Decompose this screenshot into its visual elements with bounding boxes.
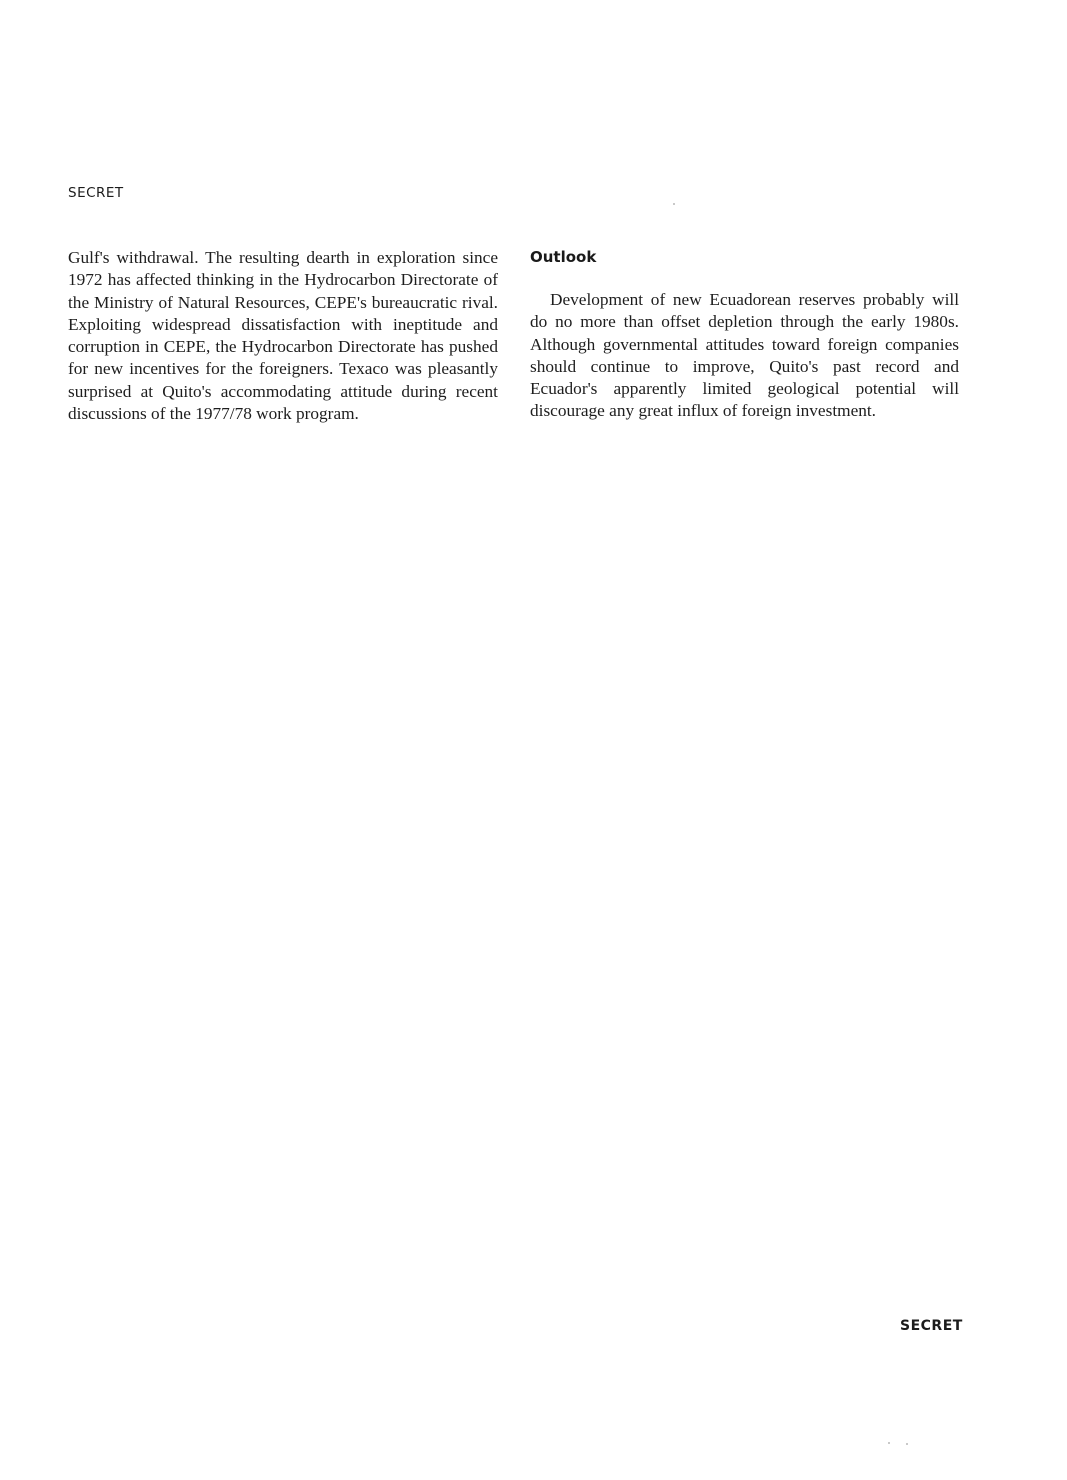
scan-speck — [673, 203, 675, 205]
body-paragraph-outlook: Development of new Ecuadorean reserves probably will do no more than offset depletion through the early 1980s. Although governmental attitudes toward foreign companies should continue to improve, Quito's past record and Ecuador's apparently limited geological potential will discourage any great influx of foreign investment. — [530, 290, 959, 421]
body-paragraph-left: Gulf's withdrawal. The resulting dearth in exploration since 1972 has affected thinking in the Hydrocarbon Directorate of the Ministry of Natural Resources, CEPE's bureaucratic rival. Exploiting widespread dissatisfaction with ineptitude and corruption in CEPE, the Hydrocarbon Directorate has pushed for new incentives for the foreigners. Texaco was pleasantly surprised at Quito's accommodating attitude during recent discussions of the 1977/78 work program. — [68, 248, 498, 424]
section-heading-outlook: Outlook — [530, 248, 597, 266]
scan-speck — [906, 1443, 908, 1445]
classification-marking-top: SECRET — [68, 185, 124, 201]
left-column — [68, 247, 498, 425]
classification-marking-bottom: SECRET — [900, 1318, 963, 1334]
right-column — [530, 247, 959, 423]
scan-speck — [888, 1442, 890, 1444]
